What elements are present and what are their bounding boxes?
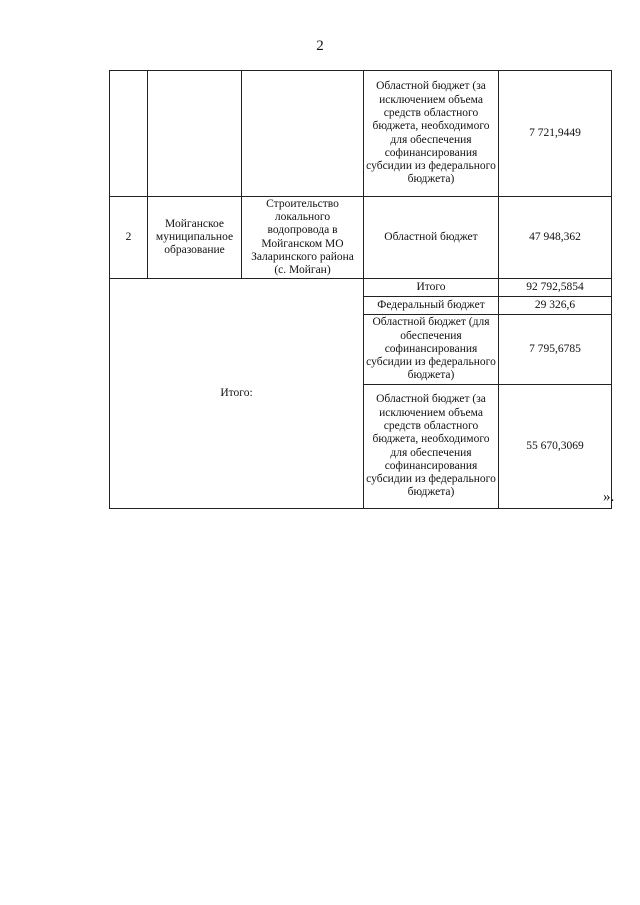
object-cell (242, 71, 364, 197)
total-amount-cell: 55 670,3069 (499, 385, 612, 509)
budget-table (109, 70, 615, 509)
total-source-cell: Федеральный бюджет (364, 297, 499, 315)
funding-source-cell: Областной бюджет (364, 197, 499, 279)
total-row-sum (110, 279, 612, 297)
total-amount-cell: 92 792,5854 (499, 279, 612, 297)
total-label-cell: Итого: (110, 279, 364, 509)
amount-cell: 47 948,362 (499, 197, 612, 279)
funding-source-cell: Областной бюджет (за исключением объема средств областного бюджета, необходимого для обеспечения софинансирования субсидии из федерального бюджета) (364, 71, 499, 197)
total-amount-cell: 29 326,6 (499, 297, 612, 315)
table-row-2 (110, 197, 612, 279)
row-number-cell: 2 (110, 197, 148, 279)
municipality-cell (148, 71, 242, 197)
total-source-cell: Областной бюджет (для обеспечения софинансирования субсидии из федерального бюджета) (364, 315, 499, 385)
amount-cell: 7 721,9449 (499, 71, 612, 197)
total-amount-cell: 7 795,6785 (499, 315, 612, 385)
total-source-cell: Областной бюджет (за исключением объема средств областного бюджета, необходимого для обеспечения софинансирования субсидии из федерального бюджета) (364, 385, 499, 509)
closing-quote-mark: ». (603, 489, 615, 505)
page-number: 2 (316, 38, 324, 54)
total-source-cell: Итого (364, 279, 499, 297)
table-row-continuation (110, 71, 612, 197)
row-number-cell (110, 71, 148, 197)
object-cell: Строительство локального водопровода в Мойганском МО Заларинского района (с. Мойган) (242, 197, 364, 279)
municipality-cell: Мойганское муниципальное образование (148, 197, 242, 279)
